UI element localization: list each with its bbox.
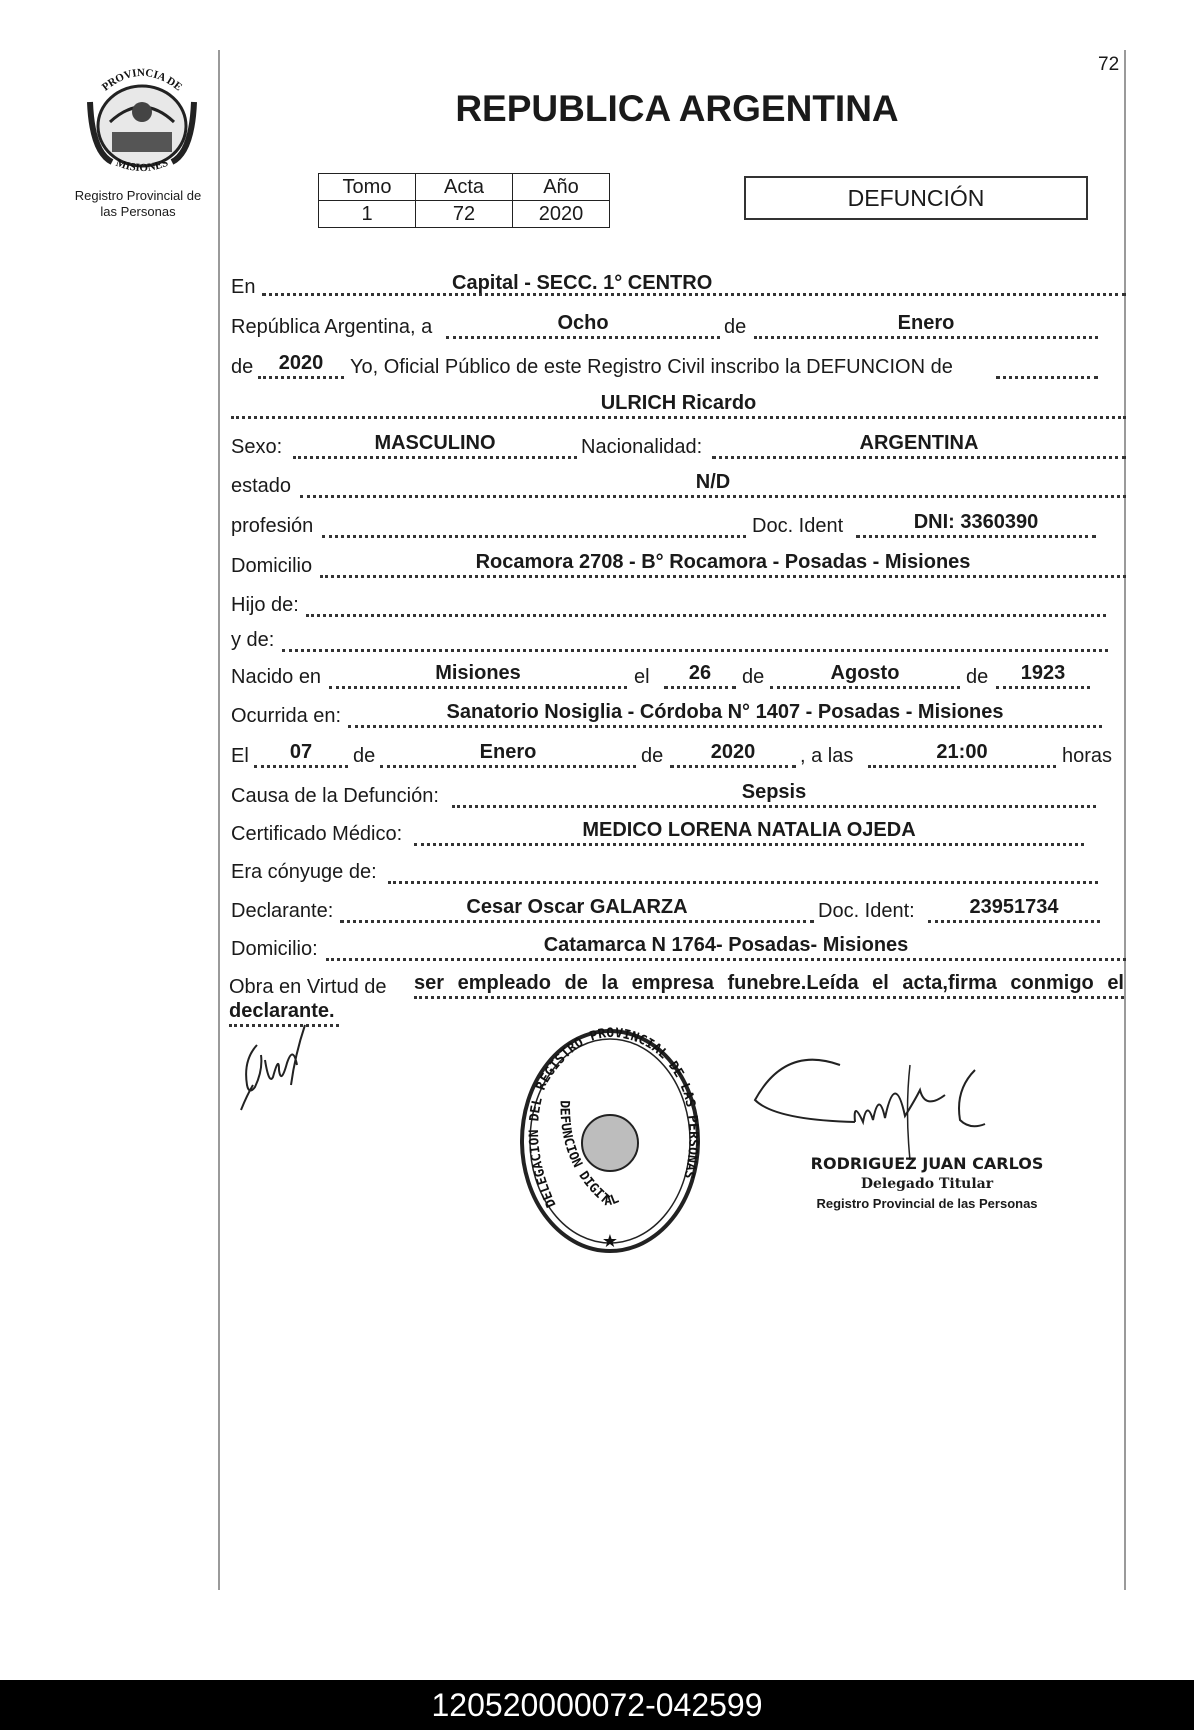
label-profesion: profesión	[231, 515, 314, 537]
field-certificado: MEDICO LORENA NATALIA OJEDA	[414, 819, 1084, 846]
label-nacido-en: Nacido en	[231, 666, 322, 688]
label-doc-ident: Doc. Ident	[752, 515, 844, 537]
label-certificado: Certificado Médico:	[231, 823, 403, 845]
field-estado: N/D	[300, 471, 1126, 498]
label-estado: estado	[231, 475, 292, 497]
record-value-acta: 72	[416, 201, 513, 228]
label-conyuge: Era cónyuge de:	[231, 861, 377, 883]
officer-block	[796, 1154, 1058, 1214]
officer-name: RODRIGUEZ JUAN CARLOS	[810, 1154, 1044, 1173]
label-de-1: de	[724, 316, 747, 338]
label-nacionalidad: Nacionalidad:	[581, 436, 703, 458]
label-republica: República Argentina, a	[231, 316, 433, 338]
field-obra-2: declarante.	[229, 1000, 339, 1027]
label-a-las: , a las	[800, 745, 854, 767]
officer-signature	[745, 1050, 1045, 1160]
label-de-3: de	[742, 666, 765, 688]
field-def-hora: 21:00	[868, 741, 1056, 768]
label-horas: horas	[1062, 745, 1113, 767]
label-ocurrida-en: Ocurrida en:	[231, 705, 342, 727]
field-obra-1: ser empleado de la empresa funebre.Leída el acta,firma conmigo el	[414, 972, 1124, 999]
officer-role: Delegado Titular	[860, 1176, 994, 1192]
record-value-anio: 2020	[513, 201, 610, 228]
label-hijo-de: Hijo de:	[231, 594, 299, 616]
field-declarante-domicilio: Catamarca N 1764- Posadas- Misiones	[326, 934, 1126, 961]
field-nacido-mes: Agosto	[770, 662, 960, 689]
registry-name	[58, 188, 218, 220]
label-de-2: de	[231, 356, 254, 378]
label-el: el	[634, 666, 650, 688]
field-lugar: Capital - SECC. 1° CENTRO	[262, 272, 1126, 296]
page-number: 72	[1098, 54, 1120, 75]
label-domicilio-2: Domicilio:	[231, 938, 318, 960]
label-el-cap: El	[231, 745, 249, 767]
field-def-dia: 07	[254, 741, 348, 768]
field-sexo: MASCULINO	[293, 432, 577, 459]
field-declarante-doc: 23951734	[928, 896, 1100, 923]
label-declarante: Declarante:	[231, 900, 334, 922]
page-title: REPUBLICA ARGENTINA	[455, 88, 899, 129]
emblem-top-text: PROVINCIA DE	[99, 66, 185, 94]
province-emblem	[82, 62, 202, 177]
field-def-mes: Enero	[380, 741, 636, 768]
label-en: En	[231, 276, 256, 298]
label-sexo: Sexo:	[231, 436, 283, 458]
emblem-bottom-text: MISIONES	[114, 156, 170, 175]
registry-name-line1: Registro Provincial de	[74, 188, 202, 203]
declarant-signature	[235, 1015, 325, 1115]
field-y-de	[282, 625, 1108, 652]
field-ocurrida: Sanatorio Nosiglia - Córdoba N° 1407 - Posadas - Misiones	[348, 701, 1102, 728]
label-causa: Causa de la Defunción:	[231, 785, 439, 807]
field-hijo-de	[306, 590, 1106, 617]
field-nacido-dia: 26	[664, 662, 736, 689]
record-table	[318, 173, 610, 228]
stamp-inner-text: DEFUNCION DIGITAL	[556, 1100, 622, 1210]
field-fallecido: ULRICH Ricardo	[231, 392, 1126, 419]
field-nacionalidad: ARGENTINA	[712, 432, 1126, 459]
field-causa: Sepsis	[452, 781, 1096, 808]
label-y-de: y de:	[231, 629, 275, 651]
field-nacido-lugar: Misiones	[329, 662, 627, 689]
label-intro: Yo, Oficial Público de este Registro Civil inscribo la DEFUNCION de	[350, 356, 953, 378]
field-dia: Ocho	[446, 312, 720, 339]
field-anio: 2020	[258, 352, 344, 379]
field-domicilio: Rocamora 2708 - B° Rocamora - Posadas - Misiones	[320, 551, 1126, 578]
label-de-6: de	[641, 745, 664, 767]
field-declarante: Cesar Oscar GALARZA	[340, 896, 814, 923]
field-def-anio: 2020	[670, 741, 796, 768]
record-header-acta: Acta	[416, 174, 513, 201]
field-conyuge	[388, 857, 1098, 884]
registry-name-line2: las Personas	[100, 204, 176, 219]
field-mes: Enero	[754, 312, 1098, 339]
stamp-star-icon: ★	[601, 1231, 619, 1251]
label-obra: Obra en Virtud de	[229, 976, 387, 998]
record-header-anio: Año	[513, 174, 610, 201]
record-header-tomo: Tomo	[319, 174, 416, 201]
label-de-5: de	[353, 745, 376, 767]
document-id-bar: 120520000072-042599	[0, 1680, 1194, 1730]
field-intro-blank	[996, 352, 1098, 379]
field-doc: DNI: 3360390	[856, 511, 1096, 538]
label-de-4: de	[966, 666, 989, 688]
stamp-outer-text: DELEGACION DEL REGISTRO PROVINCIAL DE LAS PERSONAS	[526, 1025, 701, 1210]
label-domicilio: Domicilio	[231, 555, 313, 577]
registry-stamp	[516, 1025, 704, 1257]
officer-org: Registro Provincial de las Personas	[816, 1196, 1038, 1211]
left-margin-line	[218, 50, 220, 1590]
field-profesion	[322, 511, 746, 538]
record-value-tomo: 1	[319, 201, 416, 228]
record-type-box: DEFUNCIÓN	[744, 176, 1088, 220]
label-doc-ident-2: Doc. Ident:	[818, 900, 915, 922]
field-nacido-anio: 1923	[996, 662, 1090, 689]
